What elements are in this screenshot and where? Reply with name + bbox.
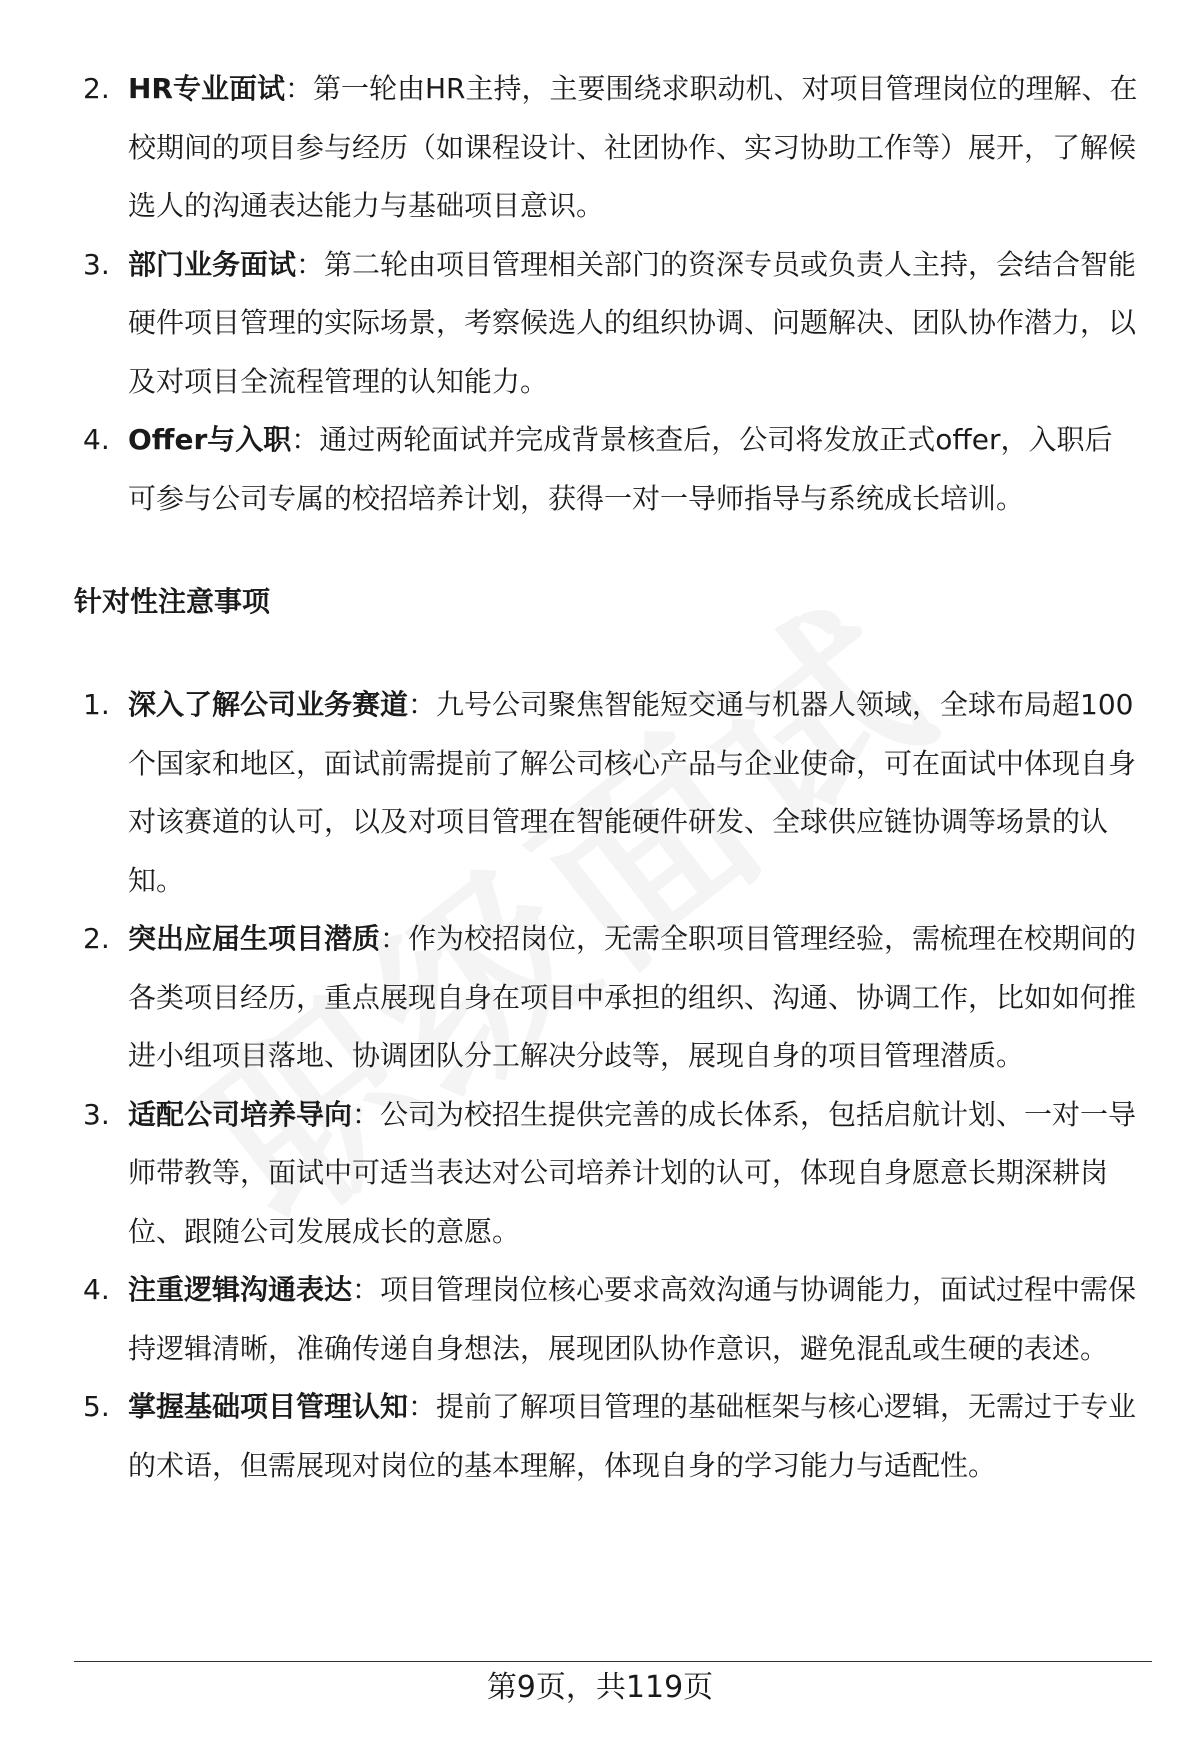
item-text: ：第一轮由HR主持，主要围绕求职动机、对项目管理岗位的理解、在校期间的项目参与经历（如课程设计、社团协作、实习协助工作等）展开，了解候选人的沟通表达能力与基础项目意识。 <box>128 72 1138 222</box>
item-term: 掌握基础项目管理认知 <box>128 1390 409 1423</box>
item-term: 突出应届生项目潜质 <box>128 922 381 955</box>
section-heading: 针对性注意事项 <box>74 585 271 618</box>
item-term: 深入了解公司业务赛道 <box>128 688 409 721</box>
item-term: Offer与入职 <box>128 423 292 456</box>
item-text: ：项目管理岗位核心要求高效沟通与协调能力，面试过程中需保持逻辑清晰，准确传递自身想法，展现团队协作意识，避免混乱或生硬的表述。 <box>128 1273 1137 1365</box>
item-term: 适配公司培养导向 <box>128 1097 353 1131</box>
list-number: 2. <box>83 922 110 955</box>
item-term: 注重逻辑沟通表达 <box>128 1273 353 1306</box>
list-item <box>0 1261 1200 1378</box>
item-text: ：九号公司聚焦智能短交通与机器人领域，全球布局超100个国家和地区，面试前需提前了解公司核心产品与企业使命，可在面试中体现自身对该赛道的认可，以及对项目管理在智能硬件研发、全球供应链协调等场景的认知。 <box>128 688 1137 897</box>
item-text: ：作为校招岗位，无需全职项目管理经验，需梳理在校期间的各类项目经历，重点展现自身在项目中承担的组织、沟通、协调工作，比如如何推进小组项目落地、协调团队分工解决分歧等，展现自身的项目管理潜质。 <box>128 922 1137 1072</box>
item-text: ：公司为校招生提供完善的成长体系，包括启航计划、一对一导师带教等，面试中可适当表达对公司培养计划的认可，体现自身愿意长期深耕岗位、跟随公司发展成长的意愿。 <box>128 1097 1137 1248</box>
notes-list <box>0 676 1200 1495</box>
list-item <box>0 60 1200 236</box>
list-number: 5. <box>83 1390 110 1423</box>
item-text: ：通过两轮面试并完成背景核查后，公司将发放正式offer，入职后可参与公司专属的校招培养计划，获得一对一导师指导与系统成长培训。 <box>128 423 1113 515</box>
list-item <box>0 236 1200 412</box>
item-text: ：提前了解项目管理的基础框架与核心逻辑，无需过于专业的术语，但需展现对岗位的基本理解，体现自身的学习能力与适配性。 <box>128 1390 1137 1482</box>
list-item <box>0 411 1200 528</box>
item-term: 部门业务面试 <box>128 247 297 281</box>
list-number: 1. <box>83 688 110 721</box>
list-item <box>0 1378 1200 1495</box>
list-number: 3. <box>83 1097 110 1131</box>
list-number: 3. <box>83 247 110 281</box>
list-number: 4. <box>83 423 110 456</box>
list-item <box>0 910 1200 1086</box>
list-number: 4. <box>83 1273 110 1306</box>
list-item <box>0 676 1200 910</box>
page-number: 第9页，共119页 <box>486 1670 714 1705</box>
footer-divider <box>74 1661 1152 1662</box>
process-list <box>0 60 1200 528</box>
item-term: HR专业面试 <box>128 72 285 105</box>
list-item <box>0 1086 1200 1262</box>
item-text: ：第二轮由项目管理相关部门的资深专员或负责人主持，会结合智能硬件项目管理的实际场景，考察候选人的组织协调、问题解决、团队协作潜力，以及对项目全流程管理的认知能力。 <box>128 247 1137 398</box>
list-number: 2. <box>83 72 110 105</box>
